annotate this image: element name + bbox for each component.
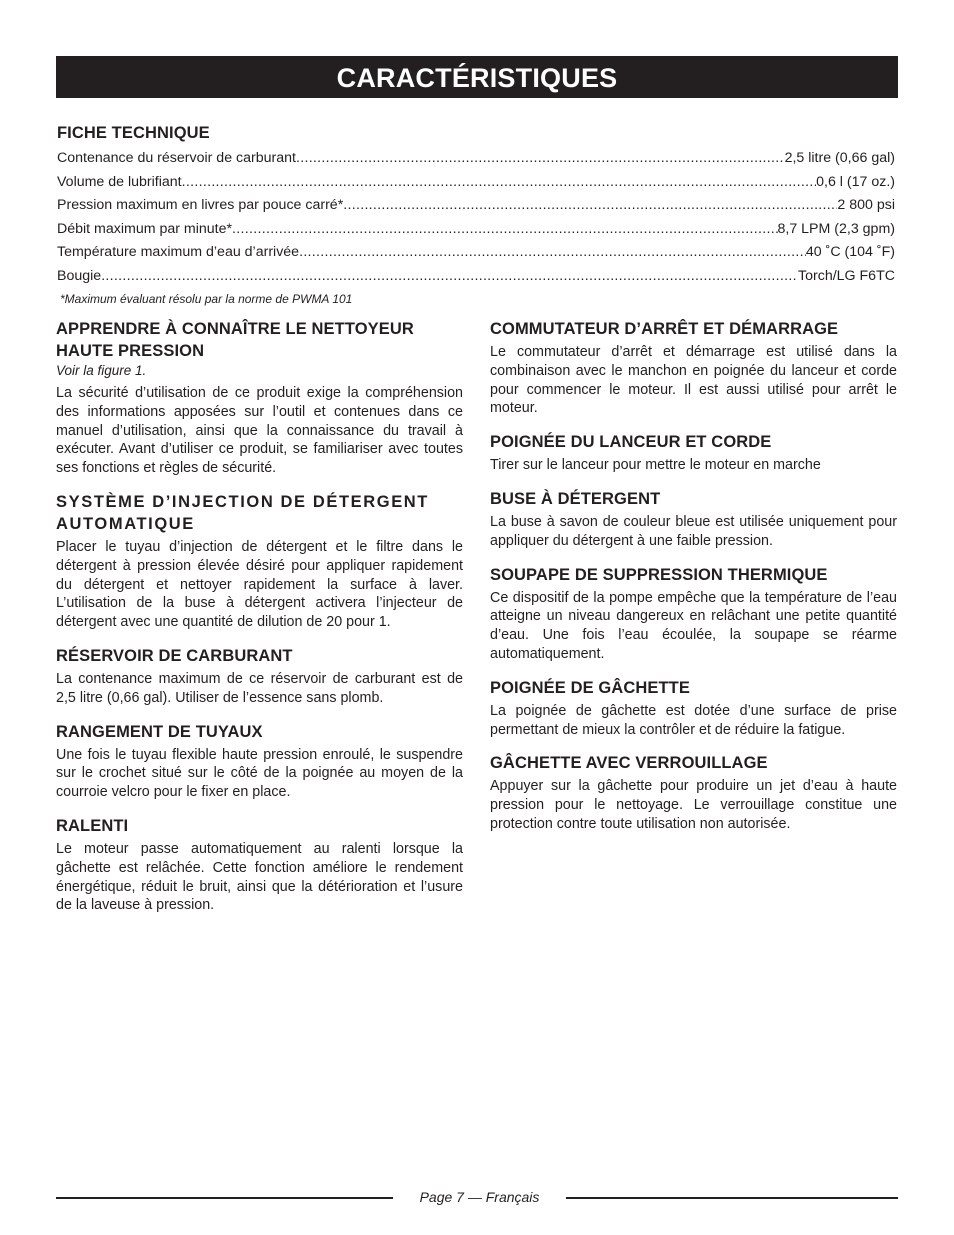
spec-value: 8,7 LPM (2,3 gpm) <box>777 220 895 237</box>
section-text: Le commutateur d’arrêt et démarrage est utilisé dans la combinaison avec le manchon en poignée du lanceur et corde pour commencer le moteur. Il est aussi utilisé pour arrêt le moteur. <box>490 344 897 417</box>
spec-footnote: *Maximum évaluant résolu par la norme de PWMA 101 <box>60 292 353 306</box>
dot-leader <box>182 171 817 195</box>
section-know-your-washer <box>56 318 463 478</box>
dot-leader <box>296 147 785 171</box>
page-title: CARACTÉRISTIQUES <box>56 56 898 98</box>
section-text: Une fois le tuyau flexible haute pression enroulé, le suspendre sur le crochet situé sur le côté de la poignée au moyen de la courroie velcro pour le fixer en place. <box>56 746 463 801</box>
spec-label: Bougie <box>57 267 102 284</box>
section-trigger-handle <box>490 677 897 740</box>
spec-row-spark-plug <box>57 265 895 289</box>
dot-leader <box>232 218 777 242</box>
section-text: La poignée de gâchette est dotée d’une surface de prise permettant de mieux la contrôler et de réduire la fatigue. <box>490 702 897 738</box>
spec-row-pressure <box>57 194 895 218</box>
footer-rule-left <box>56 1197 393 1199</box>
section-text: La sécurité d’utilisation de ce produit exige la compréhension des informations apposées sur l’outil et contenues dans ce manuel d’utilisation, ainsi que la connaissance du travail à exécuter. Avant d’utiliser ce produit, se familiariser avec toutes ses fonctions et règles de sécurité. <box>56 385 463 477</box>
section-starter-handle <box>490 431 897 475</box>
section-text: La buse à savon de couleur bleue est utilisée uniquement pour appliquer du détergent à une faible pression. <box>490 513 897 549</box>
section-heading: APPRENDRE À CONNAÎTRE LE NETTOYEUR HAUTE PRESSION <box>56 320 414 360</box>
section-detergent-nozzle <box>490 488 897 551</box>
spec-label: Pression maximum en livres par pouce carré* <box>57 197 344 213</box>
page-number: Page 7 — Français <box>419 1189 540 1205</box>
dot-leader <box>101 265 798 289</box>
section-thermal-relief-valve <box>490 564 897 664</box>
section-text: La contenance maximum de ce réservoir de carburant est de 2,5 litre (0,66 gal). Utiliser de l’essence sans plomb. <box>56 670 463 706</box>
section-trigger-lock <box>490 752 897 833</box>
footer-rule-right <box>566 1197 898 1199</box>
section-heading: GÂCHETTE AVEC VERROUILLAGE <box>490 754 768 773</box>
spec-table <box>57 122 895 308</box>
spec-value: 2,5 litre (0,66 gal) <box>784 150 895 166</box>
page-footer <box>56 1186 898 1208</box>
section-hose-storage <box>56 721 463 802</box>
spec-value: 0,6 l (17 oz.) <box>816 173 895 190</box>
spec-value: Torch/LG F6TC <box>798 267 895 284</box>
section-heading: RÉSERVOIR DE CARBURANT <box>56 646 293 665</box>
section-heading: RANGEMENT DE TUYAUX <box>56 722 263 741</box>
section-heading: SYSTÈME D’INJECTION DE DÉTERGENT AUTOMATIQUE <box>56 492 429 533</box>
section-text: Placer le tuyau d’injection de détergent et le filtre dans le détergent à pression élevée désiré pour appliquer rapidement du détergent et nettoyer rapidement la surface à laver. L’utilisation de la buse à détergent activera l’injecteur de détergent avec une quantité de dilution de 20 pour 1. <box>56 538 463 631</box>
section-text: Ce dispositif de la pompe empêche que la température de l’eau atteigne un niveau dangereux en relâchant une petite quantité d’eau. Une fois l’eau écoulée, la soupape se réarme automatiquement. <box>490 589 897 662</box>
figure-reference: Voir la figure 1. <box>56 363 147 378</box>
right-column <box>490 318 897 847</box>
section-text: Appuyer sur la gâchette pour produire un jet d’eau à haute pression pour le nettoyage. Le verrouillage constitue une protection contre toute utilisation non autorisée. <box>490 778 897 832</box>
section-text: Le moteur passe automatiquement au ralenti lorsque la gâchette est relâchée. Cette fonction améliore le rendement énergétique, réduit le bruit, ainsi que la détérioration et l’usure de la laveuse à pression. <box>56 840 463 914</box>
dot-leader <box>299 241 806 265</box>
section-heading: POIGNÉE DE GÂCHETTE <box>490 678 690 697</box>
spec-heading: FICHE TECHNIQUE <box>57 124 210 142</box>
spec-row-lubricant <box>57 171 895 195</box>
section-detergent-injection <box>56 491 463 632</box>
spec-row-flow <box>57 218 895 242</box>
section-heading: BUSE À DÉTERGENT <box>490 489 661 508</box>
spec-value: 40 ˚C (104 ˚F) <box>805 244 895 260</box>
section-fuel-tank <box>56 645 463 708</box>
section-text: Tirer sur le lanceur pour mettre le moteur en marche <box>490 457 821 474</box>
spec-label: Température maximum d’eau d’arrivée <box>57 244 300 260</box>
spec-label: Contenance du réservoir de carburant <box>57 150 296 166</box>
section-heading: SOUPAPE DE SUPPRESSION THERMIQUE <box>490 565 828 584</box>
spec-label: Débit maximum par minute* <box>57 220 233 237</box>
section-heading: POIGNÉE DU LANCEUR ET CORDE <box>490 433 772 452</box>
spec-label: Volume de lubrifiant <box>57 173 182 190</box>
section-idle <box>56 815 463 915</box>
left-column <box>56 318 463 928</box>
spec-row-fuel-tank <box>57 147 895 171</box>
spec-row-water-temp <box>57 241 895 265</box>
dot-leader <box>343 194 837 218</box>
section-heading: COMMUTATEUR D’ARRÊT ET DÉMARRAGE <box>490 320 839 338</box>
section-heading: RALENTI <box>56 816 129 835</box>
spec-value: 2 800 psi <box>837 197 895 213</box>
section-on-off-switch <box>490 318 897 418</box>
